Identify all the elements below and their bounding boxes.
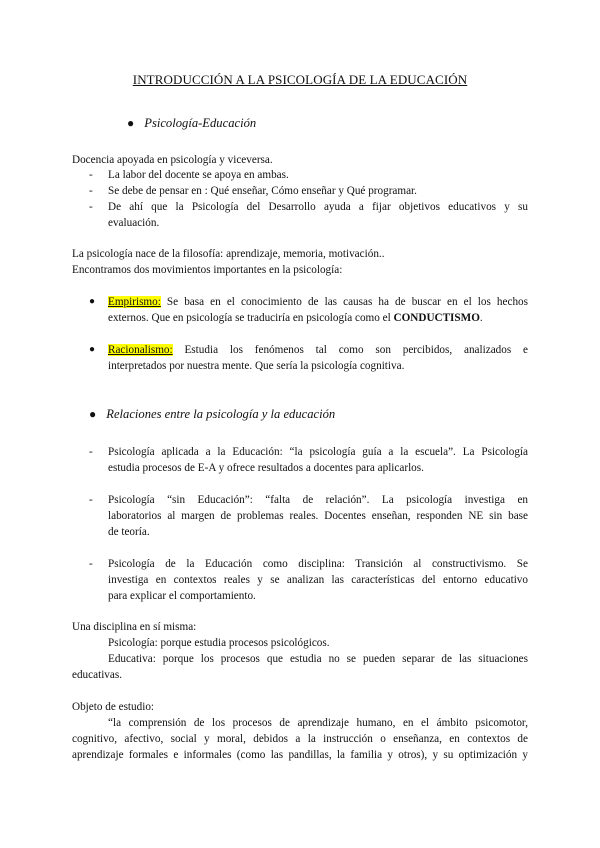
dash-marker: - — [89, 169, 93, 181]
empirismo-line-1 — [108, 294, 528, 310]
bullet-icon: ● — [89, 296, 96, 307]
paragraph-line: Una disciplina en sí misma: — [72, 621, 197, 633]
paragraph-line: “la comprensión de los procesos de aprendizaje humano, en el ámbito psicomotor, — [108, 717, 528, 729]
heading-text: Psicología-Educación — [144, 116, 257, 130]
dash-item — [108, 183, 528, 199]
racionalismo-line-1 — [108, 342, 528, 358]
racionalismo-item — [108, 342, 528, 374]
dash-marker: - — [89, 201, 93, 213]
dash-item-line: evaluación. — [108, 217, 160, 229]
paragraph-line: Educativa: porque los procesos que estudia no se pueden separar de las situaciones — [108, 653, 528, 665]
empirismo-highlight: Empirismo: — [108, 296, 161, 308]
dash-item-line: Se debe de pensar en : Qué enseñar, Cómo enseñar y Qué programar. — [108, 185, 417, 197]
intro-paragraph: Docencia apoyada en psicología y viceversa. — [72, 154, 273, 166]
dash-item-line: De ahí que la Psicología del Desarrollo ayuda a fijar objetivos educativos y su — [108, 201, 528, 213]
dash-item — [108, 199, 528, 231]
paragraph-line: La psicología nace de la filosofía: aprendizaje, memoria, motivación.. — [72, 248, 385, 260]
relacion-item — [108, 444, 528, 476]
bullet-icon: ● — [89, 344, 96, 355]
heading-text: Relaciones entre la psicología y la educación — [106, 407, 336, 421]
empirismo-text: . — [479, 312, 483, 324]
paragraph-line: educativas. — [72, 669, 123, 681]
educativa-paragraph — [72, 651, 528, 683]
conductismo-bold: CONDUCTISMO — [393, 312, 480, 324]
dash-marker: - — [89, 558, 93, 570]
paragraph-line: aprendizaje formales e informales (como las pandillas, la familia y otros), y su optimización y — [72, 749, 528, 761]
relacion-item — [108, 492, 528, 540]
paragraph-line: Psicología: porque estudia procesos psicológicos. — [108, 637, 330, 649]
paragraph-line: Encontramos dos movimientos importantes en la psicología: — [72, 264, 343, 276]
document-title: INTRODUCCIÓN A LA PSICOLOGÍA DE LA EDUCACIÓN — [132, 72, 468, 87]
relacion-line: de teoría. — [108, 526, 150, 538]
dash-marker: - — [89, 494, 93, 506]
dash-item — [108, 167, 528, 183]
bullet-icon: ● — [127, 116, 135, 130]
relacion-line: estudia procesos de E-A y ofrece resultados a docentes para aplicarlos. — [108, 462, 424, 474]
paragraph-line: cognitivo, afectivo, social y moral, debidos a la instrucción o enseñanza, en contextos de — [72, 733, 528, 745]
relacion-line: Psicología “sin Educación”: “falta de relación”. La psicología investiga en — [108, 494, 528, 506]
racionalismo-highlight: Racionalismo: — [108, 344, 173, 356]
relacion-line: investiga en contextos reales y se analizan las características del entorno educativo — [108, 574, 528, 586]
empirismo-text: externos. Que en psicología se traduciría en psicología como el — [108, 312, 394, 324]
relacion-line: Psicología de la Educación como disciplina: Transición al constructivismo. Se — [108, 558, 528, 570]
racionalismo-text: Estudia los fenómenos tal como son percibidos, analizados e — [172, 344, 528, 356]
relacion-line: laboratorios al margen de problemas reales. Docentes enseñan, responden NE sin base — [108, 510, 528, 522]
objeto-paragraph — [72, 715, 528, 763]
relacion-line: Psicología aplicada a la Educación: “la psicología guía a la escuela”. La Psicología — [108, 446, 528, 458]
racionalismo-line-2: interpretados por nuestra mente. Que sería la psicología cognitiva. — [108, 360, 405, 372]
dash-marker: - — [89, 185, 93, 197]
objeto-heading: Objeto de estudio: — [72, 701, 155, 713]
section-heading-relaciones — [89, 406, 335, 422]
dash-item-line: La labor del docente se apoya en ambas. — [108, 169, 289, 181]
empirismo-line-2 — [108, 310, 528, 326]
relacion-item — [108, 556, 528, 604]
section-heading-psicologia-educacion — [127, 115, 256, 131]
bullet-icon: ● — [89, 407, 97, 421]
relacion-line: para explicar el comportamiento. — [108, 590, 256, 602]
empirismo-item — [108, 294, 528, 326]
dash-marker: - — [89, 446, 93, 458]
empirismo-text: Se basa en el conocimiento de las causas ha de buscar en el los hechos — [160, 296, 528, 308]
